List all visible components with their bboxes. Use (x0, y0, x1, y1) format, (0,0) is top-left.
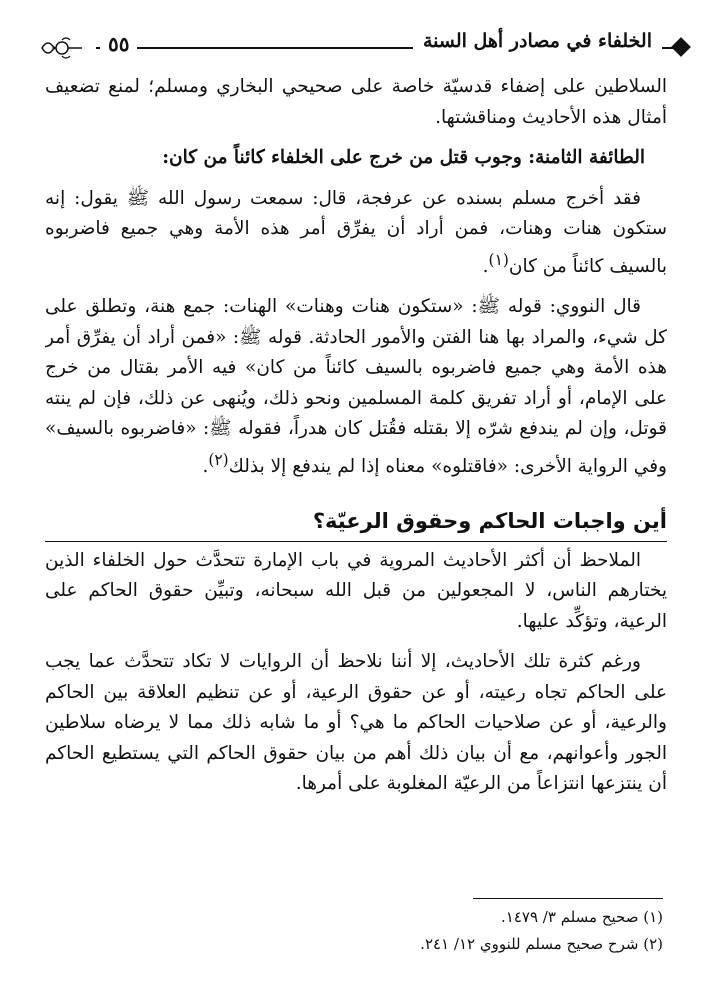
footnote-rule (473, 898, 663, 899)
paragraph-end: . (482, 255, 489, 277)
paragraph (45, 184, 667, 283)
subheading: الطائفة الثامنة: وجوب قتل من خرج على الخلفاء كائناً من كان: (162, 147, 645, 168)
section-title: أين واجبات الحاكم وحقوق الرعيّة؟ (45, 506, 667, 542)
page-number: ٥٥ (100, 32, 137, 56)
page-body (45, 72, 667, 882)
ornament-icon (40, 34, 84, 62)
paragraph-end: . (202, 455, 209, 477)
footnotes (43, 904, 663, 958)
paragraph: ورغم كثرة تلك الأحاديث، إلا أننا نلاحظ أن الروايات لا تكاد تتحدَّث عما يجب على الحاكم تجاه رعيته، أو عن حقوق الرعية، أو عن تنظيم العلاقة بين الحاكم والرعية، أو عن صلاحيات الحاكم ما هي؟ أو ما شابه ذلك مما لا يرضاه سلاطين الجور وأعوانهم، مع أن بيان ذلك أهم من بيان حقوق الحاكم التي يستطيع الحاكم أن ينتزعها انتزاعاً من الرعيّة المغلوبة على أمرها. (45, 651, 667, 795)
footnote: (١) صحيح مسلم ٣/ ١٤٧٩. (501, 908, 663, 926)
footnote: (٢) شرح صحيح مسلم للنووي ١٢/ ٢٤١. (420, 935, 663, 953)
paragraph: الملاحظ أن أكثر الأحاديث المروية في باب الإمارة تتحدَّث حول الخلفاء الذين يختارهم الناس، لا المجعولين من قبل الله سبحانه، وتبيِّن حقوق الحاكم على الرعية، وتؤكِّد عليها. (45, 549, 667, 632)
paragraph (45, 292, 667, 482)
diamond-icon (671, 37, 691, 57)
paragraph: السلاطين على إضفاء قدسيّة خاصة على صحيحي البخاري ومسلم؛ لمنع تضعيف أمثال هذه الأحاديث ومناقشتها. (45, 76, 667, 128)
running-title: الخلفاء في مصادر أهل السنة (413, 30, 662, 52)
page-header (22, 30, 692, 66)
paragraph-text: فقد أخرج مسلم بسنده عن عرفجة، قال: سمعت رسول الله ﷺ يقول: إنه ستكون هنات وهنات، فمن أراد أن يفرِّق أمر هذه الأمة وهي جميع فاضربوه بالسيف كائناً من كان (45, 187, 667, 277)
footnote-ref: (٢) (208, 450, 229, 469)
paragraph-text: قال النووي: قوله ﷺ: «ستكون هنات وهنات» الهنات: جمع هنة، وتطلق على كل شيء، والمراد بها هنا الفتن والأمور الحادثة. قوله ﷺ: «فمن أراد أن يفرِّق أمر هذه الأمة وهي جميع فاضربوه بالسيف كائناً من كان» فيه الأمر بقتال من خرج على الإمام، أو أراد تفريق كلمة المسلمين ونحو ذلك، ويُنهى عن ذلك، فإن لم ينته قوتل، وإن لم يندفع شرّه إلا بقتله فقُتل كان هدراً، فقوله ﷺ: «فاضربوه بالسيف» وفي الرواية الأخرى: «فاقتلوه» معناه إذا لم يندفع إلا بذلك (45, 296, 667, 477)
footnote-ref: (١) (488, 250, 509, 269)
